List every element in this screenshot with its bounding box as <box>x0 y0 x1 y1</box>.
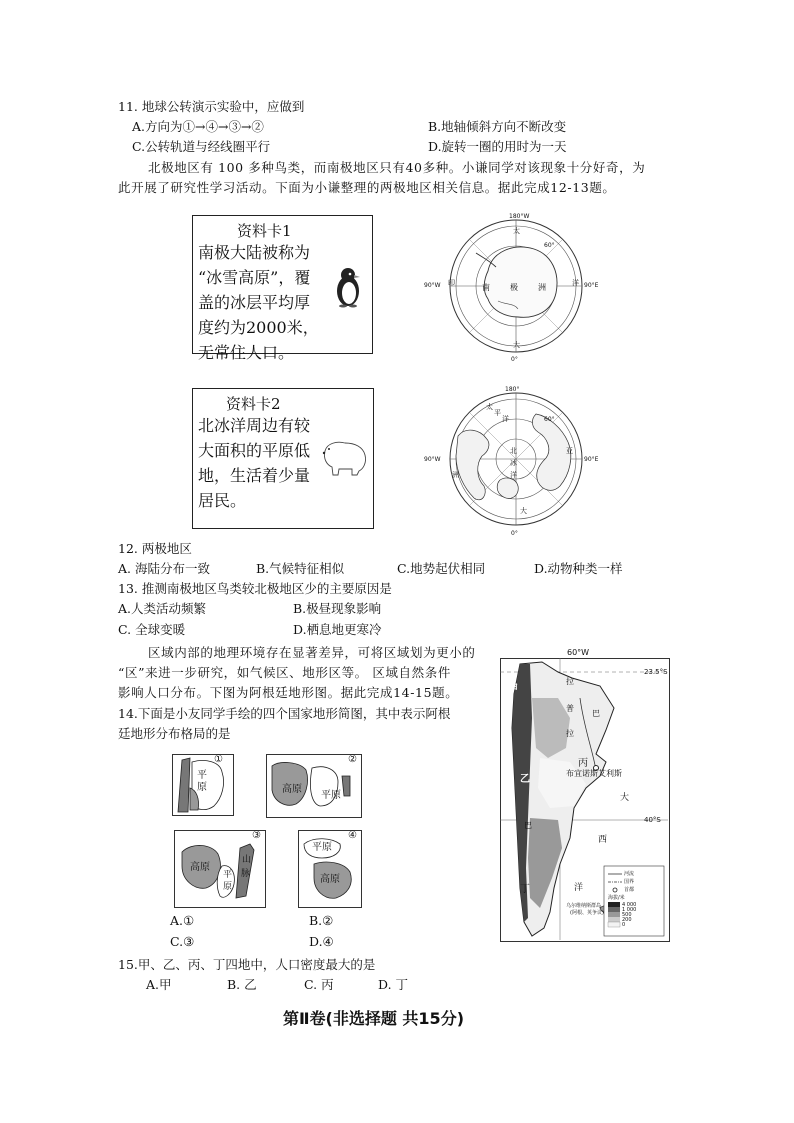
north-map-land-2: 亚 <box>566 447 573 455</box>
q14-stem-line1: 14.下面是小友同学手绘的四个国家地形简图，其中表示阿根 <box>118 706 451 721</box>
north-map-label-right: 90°E <box>584 456 599 463</box>
south-map-label-right: 90°E <box>584 282 599 289</box>
q11-option-d: D.旋转一圈的用时为一天 <box>428 139 567 154</box>
sketch-1-number: ① <box>214 754 223 765</box>
sketch-3-mount-1: 山 <box>242 855 252 865</box>
arg-legend-border: 国界 <box>624 879 635 885</box>
intro-14-15-line3: 影响人口分布。下图为阿根廷地形图。据此完成14-15题。 <box>118 685 459 700</box>
penguin-icon <box>331 266 365 308</box>
q15-option-a: A.甲 <box>146 977 172 992</box>
north-map-label-top: 180° <box>505 386 520 393</box>
sketch-4-plain: 平原 <box>312 842 332 853</box>
card2-line: 地，生活着少量 <box>198 466 311 485</box>
arg-region-3: 拉 <box>566 729 574 738</box>
north-map-lat: 60° <box>544 416 555 423</box>
sketch-2-plain: 平原 <box>321 790 341 801</box>
arg-legend-1000: 1 000 <box>622 907 637 913</box>
arg-lat2-label: 40°S <box>644 816 661 824</box>
card1-text <box>198 240 319 365</box>
south-map-lat: 60° <box>544 242 555 249</box>
section-2-heading: 第Ⅱ卷(非选择题 共15分) <box>283 1009 465 1028</box>
sketch-2-number: ② <box>348 754 357 765</box>
arg-legend-0: 0 <box>622 922 626 928</box>
sketch-3-plain-2: 原 <box>223 882 233 892</box>
arg-legend-capital: 首都 <box>624 887 635 893</box>
q14-option-a: A.① <box>170 913 195 928</box>
arg-island-note: (阿根、英争议) <box>570 910 604 916</box>
q12-option-d: D.动物种类一样 <box>534 561 623 576</box>
arg-legend-4000: 4 000 <box>622 902 637 908</box>
intro-14-15-line1: 区域内部的地理环境存在显著差异，可将区域划为更小的 <box>148 645 476 660</box>
q15-option-c: C. 丙 <box>304 977 334 992</box>
south-map-land-2: 极 <box>510 283 518 292</box>
card1-line: 盖的冰层平均厚 <box>198 293 311 312</box>
info-card-2 <box>192 388 374 529</box>
south-map-land-3: 洲 <box>538 283 546 292</box>
card1-line: “冰雪高原”，覆 <box>198 268 311 287</box>
arg-region-5: 巴 <box>592 709 600 718</box>
arg-ocean-1: 大 <box>620 793 630 803</box>
north-map-label-bottom: 0° <box>511 530 518 537</box>
intro-12-13-line1: 北极地区有 100 多种鸟类，而南极地区只有40多种。小谦同学对该现象十分好奇，为 <box>148 160 646 175</box>
q14-option-d: D.④ <box>309 934 334 949</box>
info-card-1 <box>192 215 373 362</box>
card1-line: 无常住人口。 <box>198 343 295 362</box>
card1-title: 资料卡1 <box>237 222 292 240</box>
sketch-2-plateau: 高原 <box>282 784 302 795</box>
q14-option-b: B.② <box>309 913 334 928</box>
q13-option-d: D.栖息地更寒冷 <box>293 622 382 637</box>
south-map-label-bottom: 0° <box>511 356 518 363</box>
arg-legend-200: 200 <box>622 917 632 923</box>
north-map-land-1: 洲 <box>452 471 459 479</box>
intro-12-13-line2: 此开展了研究性学习活动。下面为小谦整理的两极地区相关信息。据此完成12-13题。 <box>118 180 616 195</box>
q15-stem: 15.甲、乙、丙、丁四地中，人口密度最大的是 <box>118 957 376 972</box>
north-map-label-left: 90°W <box>424 456 441 463</box>
north-map-ocean-3: 洋 <box>502 415 509 423</box>
q13-stem: 13. 推测南极地区鸟类较北极地区少的主要原因是 <box>118 581 392 596</box>
q11-option-b: B.地轴倾斜方向不断改变 <box>428 119 567 134</box>
south-map-ocean-1: 太 <box>513 227 520 235</box>
argentina-map <box>500 658 670 942</box>
sketch-1-plain-2: 原 <box>197 782 207 793</box>
card1-line: 南极大陆被称为 <box>198 243 311 262</box>
q13-option-b: B.极昼现象影响 <box>293 601 382 616</box>
q13-option-a: A.人类活动频繁 <box>118 601 207 616</box>
q11-option-a: A.方向为①→④→③→② <box>132 119 264 134</box>
north-map-ocean-2: 平 <box>494 409 501 417</box>
arg-capital: 布宜诺斯艾利斯 <box>566 769 622 778</box>
sketch-3-number: ③ <box>252 830 261 841</box>
q12-stem: 12. 两极地区 <box>118 541 192 556</box>
arg-lat1-label: 23.5°S <box>644 668 668 676</box>
arg-label-jia: 甲 <box>508 684 518 695</box>
sketch-4-plateau: 高原 <box>320 874 340 885</box>
sketch-4-number: ④ <box>348 830 357 841</box>
arg-region-2: 普 <box>566 704 574 713</box>
north-map-ocean-5: 冰 <box>510 459 517 467</box>
q15-option-d: D. 丁 <box>378 977 409 992</box>
q12-option-b: B.气候特征相似 <box>256 561 345 576</box>
q14-stem-line2: 廷地形分布格局的是 <box>118 726 231 741</box>
arg-region-patagonia: 巴 <box>524 821 532 830</box>
arg-label-yi: 乙 <box>520 774 530 785</box>
arg-label-ding: 丁 <box>520 884 530 895</box>
q13-option-c: C. 全球变暖 <box>118 622 186 637</box>
south-map-label-top: 180°W <box>509 213 530 220</box>
sketch-1-plain-1: 平 <box>197 770 207 781</box>
south-map-label-left: 90°W <box>424 282 441 289</box>
q12-option-c: C.地势起伏相同 <box>397 561 486 576</box>
arg-island-name: 乌尔维纳斯群岛 <box>566 903 602 909</box>
q11-option-c: C.公转轨道与经线圈平行 <box>132 139 271 154</box>
south-map-land-1: 南 <box>482 283 490 292</box>
arg-legend-500: 500 <box>622 912 632 918</box>
sketch-3-plain-1: 平 <box>223 870 233 880</box>
south-map-ocean-7: 大 <box>513 341 520 349</box>
arg-region-1: 拉 <box>566 677 574 686</box>
arg-legend-river: 河流 <box>624 871 635 877</box>
card2-line: 北冰洋周边有较 <box>198 416 311 435</box>
arg-lon-label: 60°W <box>567 648 590 657</box>
q15-option-b: B. 乙 <box>227 977 257 992</box>
north-map-ocean-7: 大 <box>520 507 527 515</box>
card2-text <box>198 413 310 513</box>
arg-ocean-2: 西 <box>598 835 608 845</box>
sketch-3-shapes <box>174 830 266 908</box>
north-map-ocean-6: 洋 <box>510 471 517 479</box>
card2-line: 大面积的平原低 <box>198 441 311 460</box>
sketch-3-mount-2: 脉 <box>241 869 251 879</box>
arg-legend-elev: 海拔/米 <box>608 895 625 901</box>
south-map-ocean-4: 印 <box>448 279 455 287</box>
north-map-ocean-4: 北 <box>510 447 517 455</box>
card2-line: 居民。 <box>198 491 247 510</box>
polar-bear-icon <box>319 435 371 477</box>
arg-label-bing: 丙 <box>578 758 588 769</box>
intro-14-15-line2: “区”来进一步研究，如气候区、地形区等。 区域自然条件 <box>118 665 451 680</box>
q11-stem: 11. 地球公转演示实验中，应做到 <box>118 99 305 114</box>
sketch-3-plateau: 高原 <box>190 862 210 873</box>
card2-title: 资料卡2 <box>226 395 281 413</box>
q14-option-c: C.③ <box>170 934 195 949</box>
card1-line: 度约为2000米， <box>198 318 319 337</box>
north-map-ocean-1: 太 <box>486 403 493 411</box>
south-map-ocean-6: 洋 <box>572 279 579 287</box>
q12-option-a: A. 海陆分布一致 <box>118 561 210 576</box>
arg-ocean-3: 洋 <box>574 883 584 893</box>
